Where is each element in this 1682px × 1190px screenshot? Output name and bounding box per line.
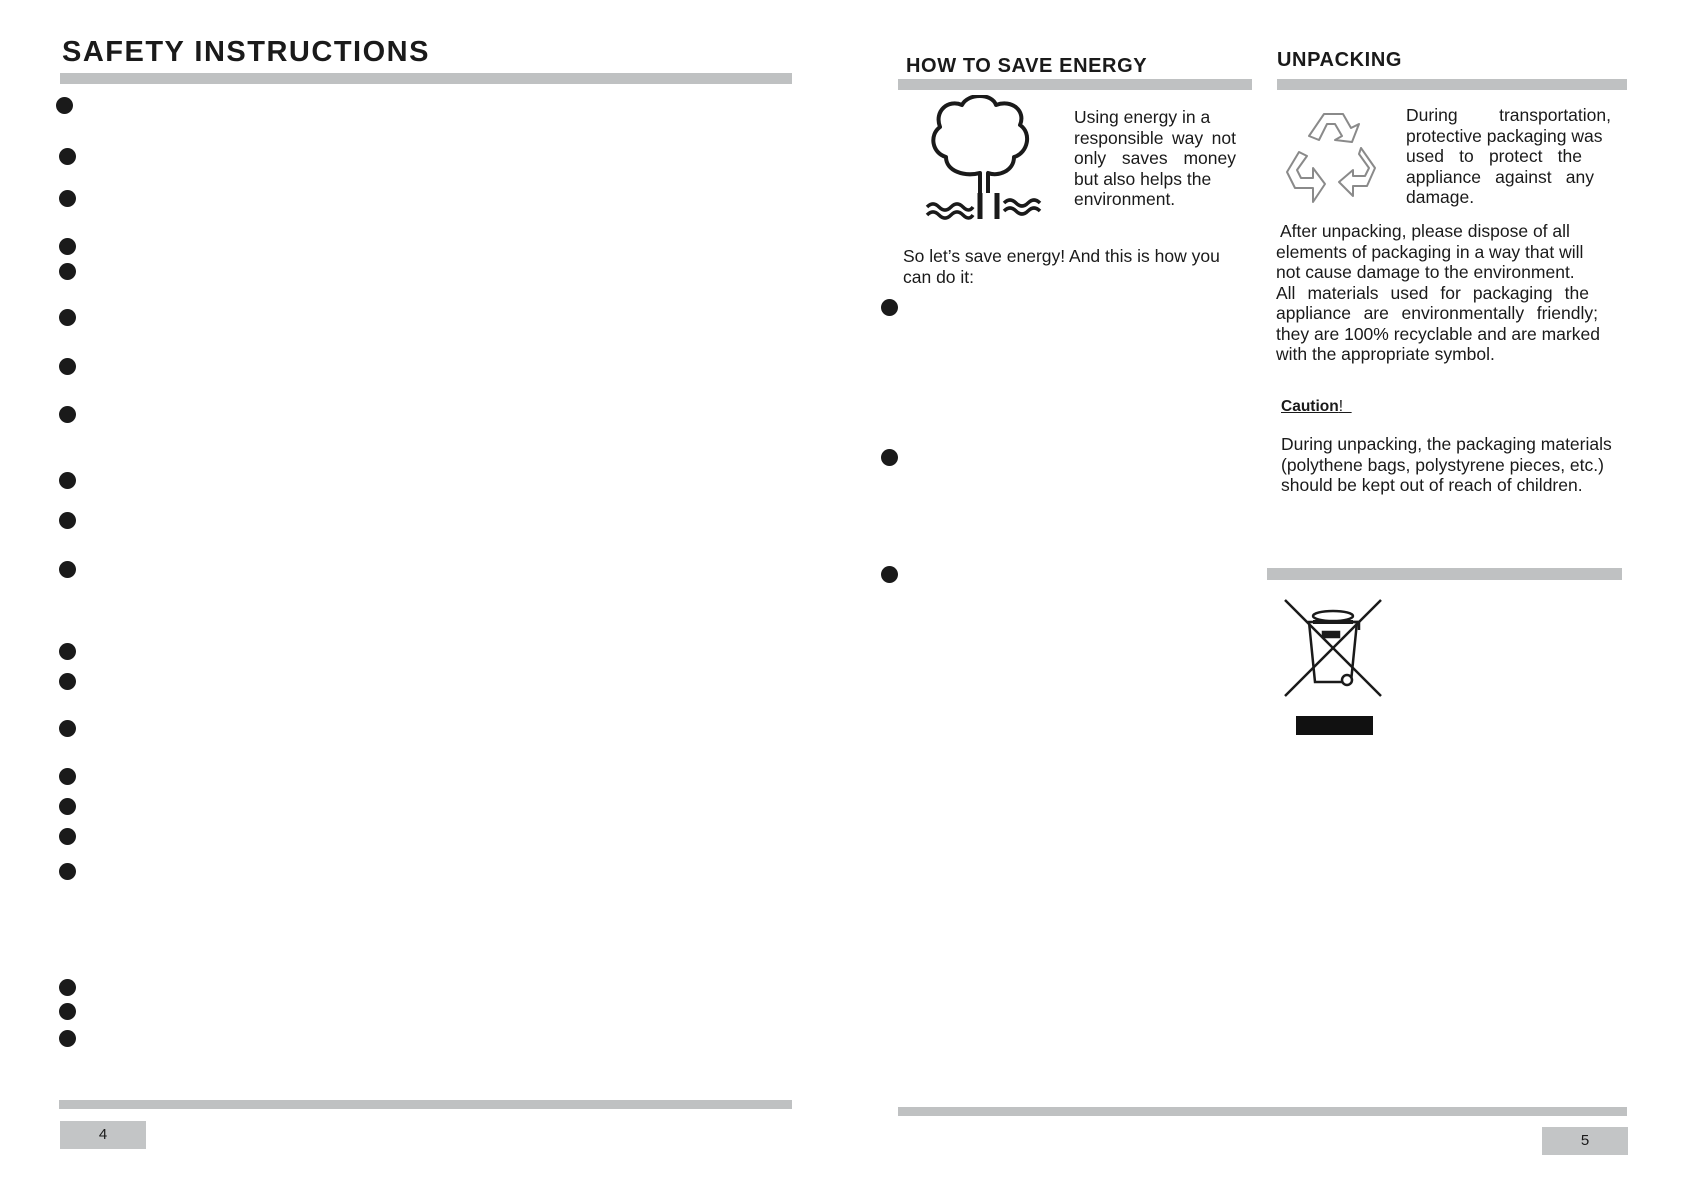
crossed-out-bin-icon xyxy=(1283,598,1383,698)
weee-bar xyxy=(1296,716,1373,735)
list-bullet xyxy=(59,1030,76,1047)
save-energy-lead xyxy=(903,246,1243,287)
footer-rule-right xyxy=(898,1107,1627,1116)
list-bullet xyxy=(59,472,76,489)
caution-text xyxy=(1281,434,1631,496)
unpacking-title: UNPACKING xyxy=(1277,49,1403,71)
list-bullet xyxy=(881,566,898,583)
safety-instructions-title: SAFETY INSTRUCTIONS xyxy=(62,36,430,68)
list-bullet xyxy=(59,720,76,737)
caution-label xyxy=(1281,398,1352,416)
list-bullet xyxy=(59,828,76,845)
weee-rule xyxy=(1267,568,1622,580)
list-bullet xyxy=(59,561,76,578)
transport-line: protective packaging was xyxy=(1406,125,1603,146)
unpacking-dispose-text xyxy=(1276,221,1628,365)
list-bullet xyxy=(881,299,898,316)
dispose-line: After unpacking, please dispose of all xyxy=(1280,221,1570,241)
dispose-line: not cause damage to the environment. xyxy=(1276,262,1575,282)
footer-rule-left xyxy=(59,1100,792,1109)
save-energy-title: HOW TO SAVE ENERGY xyxy=(906,55,1148,77)
dispose-line: elements of packaging in a way that will xyxy=(1276,241,1584,262)
transport-line: appliance against any xyxy=(1406,166,1594,187)
page-number-right: 5 xyxy=(1542,1127,1628,1155)
list-bullet xyxy=(59,190,76,207)
intro-line: only saves money xyxy=(1074,148,1236,168)
list-bullet xyxy=(59,768,76,785)
dispose-line: with the appropriate symbol. xyxy=(1276,344,1495,364)
caution-mark: ! xyxy=(1338,398,1343,415)
intro-line: but also helps the xyxy=(1074,168,1212,189)
title-rule xyxy=(60,73,792,84)
recycle-icon xyxy=(1279,106,1389,211)
save-energy-intro xyxy=(1074,107,1236,210)
intro-line: responsible way not xyxy=(1074,127,1236,148)
list-bullet xyxy=(59,979,76,996)
dispose-line: appliance are environmentally friendly; xyxy=(1276,303,1598,323)
list-bullet xyxy=(59,238,76,255)
list-bullet xyxy=(59,263,76,280)
page-number-left: 4 xyxy=(60,1121,146,1149)
unpacking-transport-text xyxy=(1406,105,1611,208)
dispose-line: they are 100% recyclable and are marked xyxy=(1276,323,1600,344)
list-bullet xyxy=(59,673,76,690)
transport-line: used to protect the xyxy=(1406,146,1582,166)
caution-line: (polythene bags, polystyrene pieces, etc.) xyxy=(1281,454,1604,475)
list-bullet xyxy=(59,358,76,375)
dispose-line: All materials used for packaging the xyxy=(1276,282,1589,303)
tree-water-icon xyxy=(922,95,1047,225)
caution-line: During unpacking, the packaging materials xyxy=(1281,434,1612,454)
transport-line: damage. xyxy=(1406,187,1475,207)
list-bullet xyxy=(59,798,76,815)
save-energy-rule xyxy=(898,79,1252,90)
intro-line: Using energy in a xyxy=(1074,107,1211,127)
list-bullet xyxy=(881,449,898,466)
list-bullet xyxy=(59,406,76,423)
list-bullet xyxy=(59,309,76,326)
intro-line: environment. xyxy=(1074,189,1176,209)
list-bullet xyxy=(59,863,76,880)
list-bullet xyxy=(56,97,73,114)
caution-line: should be kept out of reach of children. xyxy=(1281,475,1583,495)
list-bullet xyxy=(59,1003,76,1020)
list-bullet xyxy=(59,643,76,660)
list-bullet xyxy=(59,148,76,165)
lead-line: So let’s save energy! And this is how you xyxy=(903,246,1220,266)
transport-line: During transportation, xyxy=(1406,105,1611,125)
unpacking-rule xyxy=(1277,79,1627,90)
caution-word: Caution xyxy=(1281,398,1339,415)
list-bullet xyxy=(59,512,76,529)
lead-line: can do it: xyxy=(903,266,975,287)
